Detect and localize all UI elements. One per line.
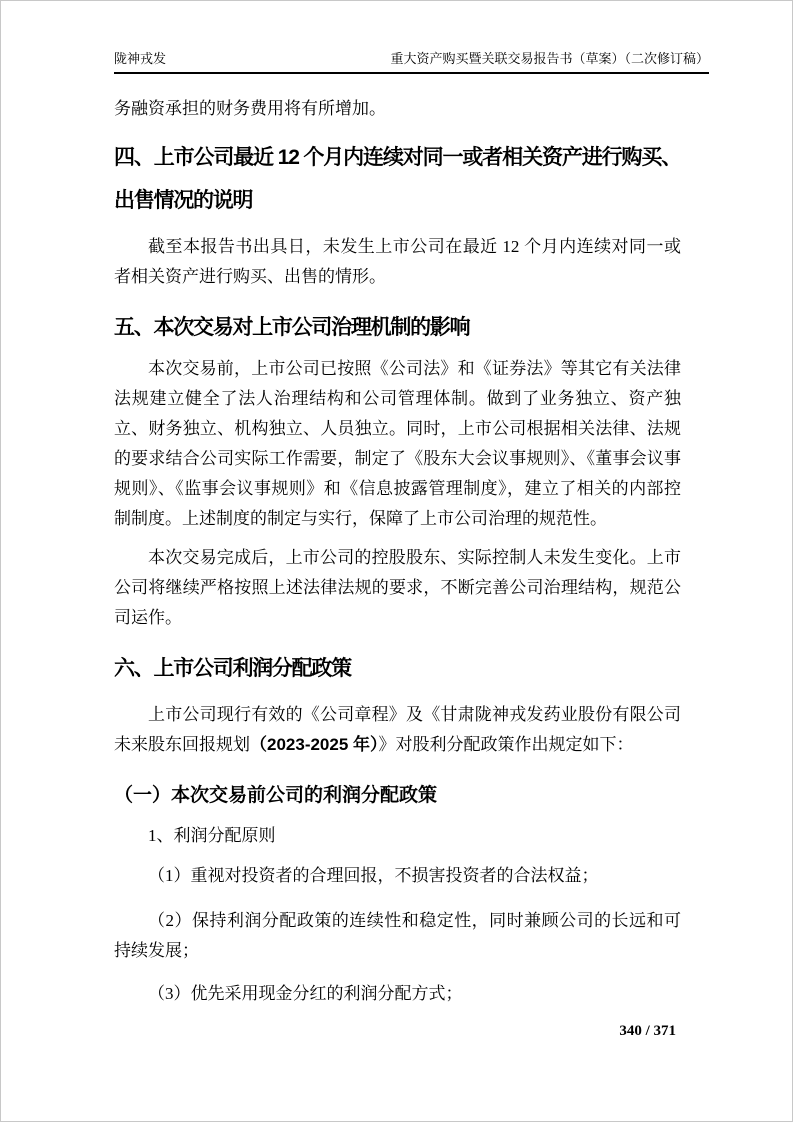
document-content (114, 75, 681, 1009)
section-heading-5: 五、本次交易对上市公司治理机制的影响 (114, 316, 470, 339)
list-item-1: （1）重视对投资者的合理回报，不损害投资者的合法权益； (148, 866, 599, 885)
section5-paragraph-2: 本次交易完成后，上市公司的控股股东、实际控制人未发生变化。上市公司将继续严格按照上述法律法规的要求，不断完善公司治理结构，规范公司运作。 (114, 548, 681, 627)
list-item-3: （3）优先采用现金分红的利润分配方式； (148, 984, 463, 1003)
header-report-title: 重大资产购买暨关联交易报告书（草案）（二次修订稿） (390, 51, 709, 66)
footer-page-number: 340 / 371 (619, 1023, 676, 1039)
subsection-heading-6-1: （一）本次交易前公司的利润分配政策 (114, 785, 438, 806)
page-header (114, 49, 709, 74)
section6-intro-post: 》对股利分配政策作出规定如下： (378, 735, 634, 754)
section6-intro-paragraph (114, 700, 681, 760)
paragraph-intro-tail: 务融资承担的财务费用将有所增加。 (114, 99, 386, 118)
list-item-principle-title: 1、利润分配原则 (148, 826, 276, 845)
section-heading-6: 六、上市公司利润分配政策 (114, 657, 351, 680)
header-company-short-name: 陇神戎发 (114, 51, 167, 66)
list-item-2: （2）保持利润分配政策的连续性和稳定性，同时兼顾公司的长远和可持续发展； (114, 911, 681, 960)
section6-intro-bold-years: （2023-2025 年） (250, 735, 379, 754)
section4-paragraph-1: 截至本报告书出具日，未发生上市公司在最近 12 个月内连续对同一或者相关资产进行购买、出售的情形。 (114, 237, 681, 286)
section6-intro-pre: 上市公司现行有效的《公司章程》及《甘肃陇神戎发药业股份有限公司未来股东回报规划 (114, 705, 681, 754)
section5-paragraph-1: 本次交易前，上市公司已按照《公司法》和《证券法》等其它有关法律法规建立健全了法人治理结构和公司管理体制。做到了业务独立、资产独立、财务独立、机构独立、人员独立。同时，上市公司根据相关法律、法规的要求结合公司实际工作需要，制定了《股东大会议事规则》、《董事会议事规则》、《监事会议事规则》和《信息披露管理制度》，建立了相关的内部控制制度。上述制度的制定与实行，保障了上市公司治理的规范性。 (114, 359, 681, 528)
section-heading-4: 四、上市公司最近 12 个月内连续对同一或者相关资产进行购买、出售情况的说明 (114, 146, 681, 212)
